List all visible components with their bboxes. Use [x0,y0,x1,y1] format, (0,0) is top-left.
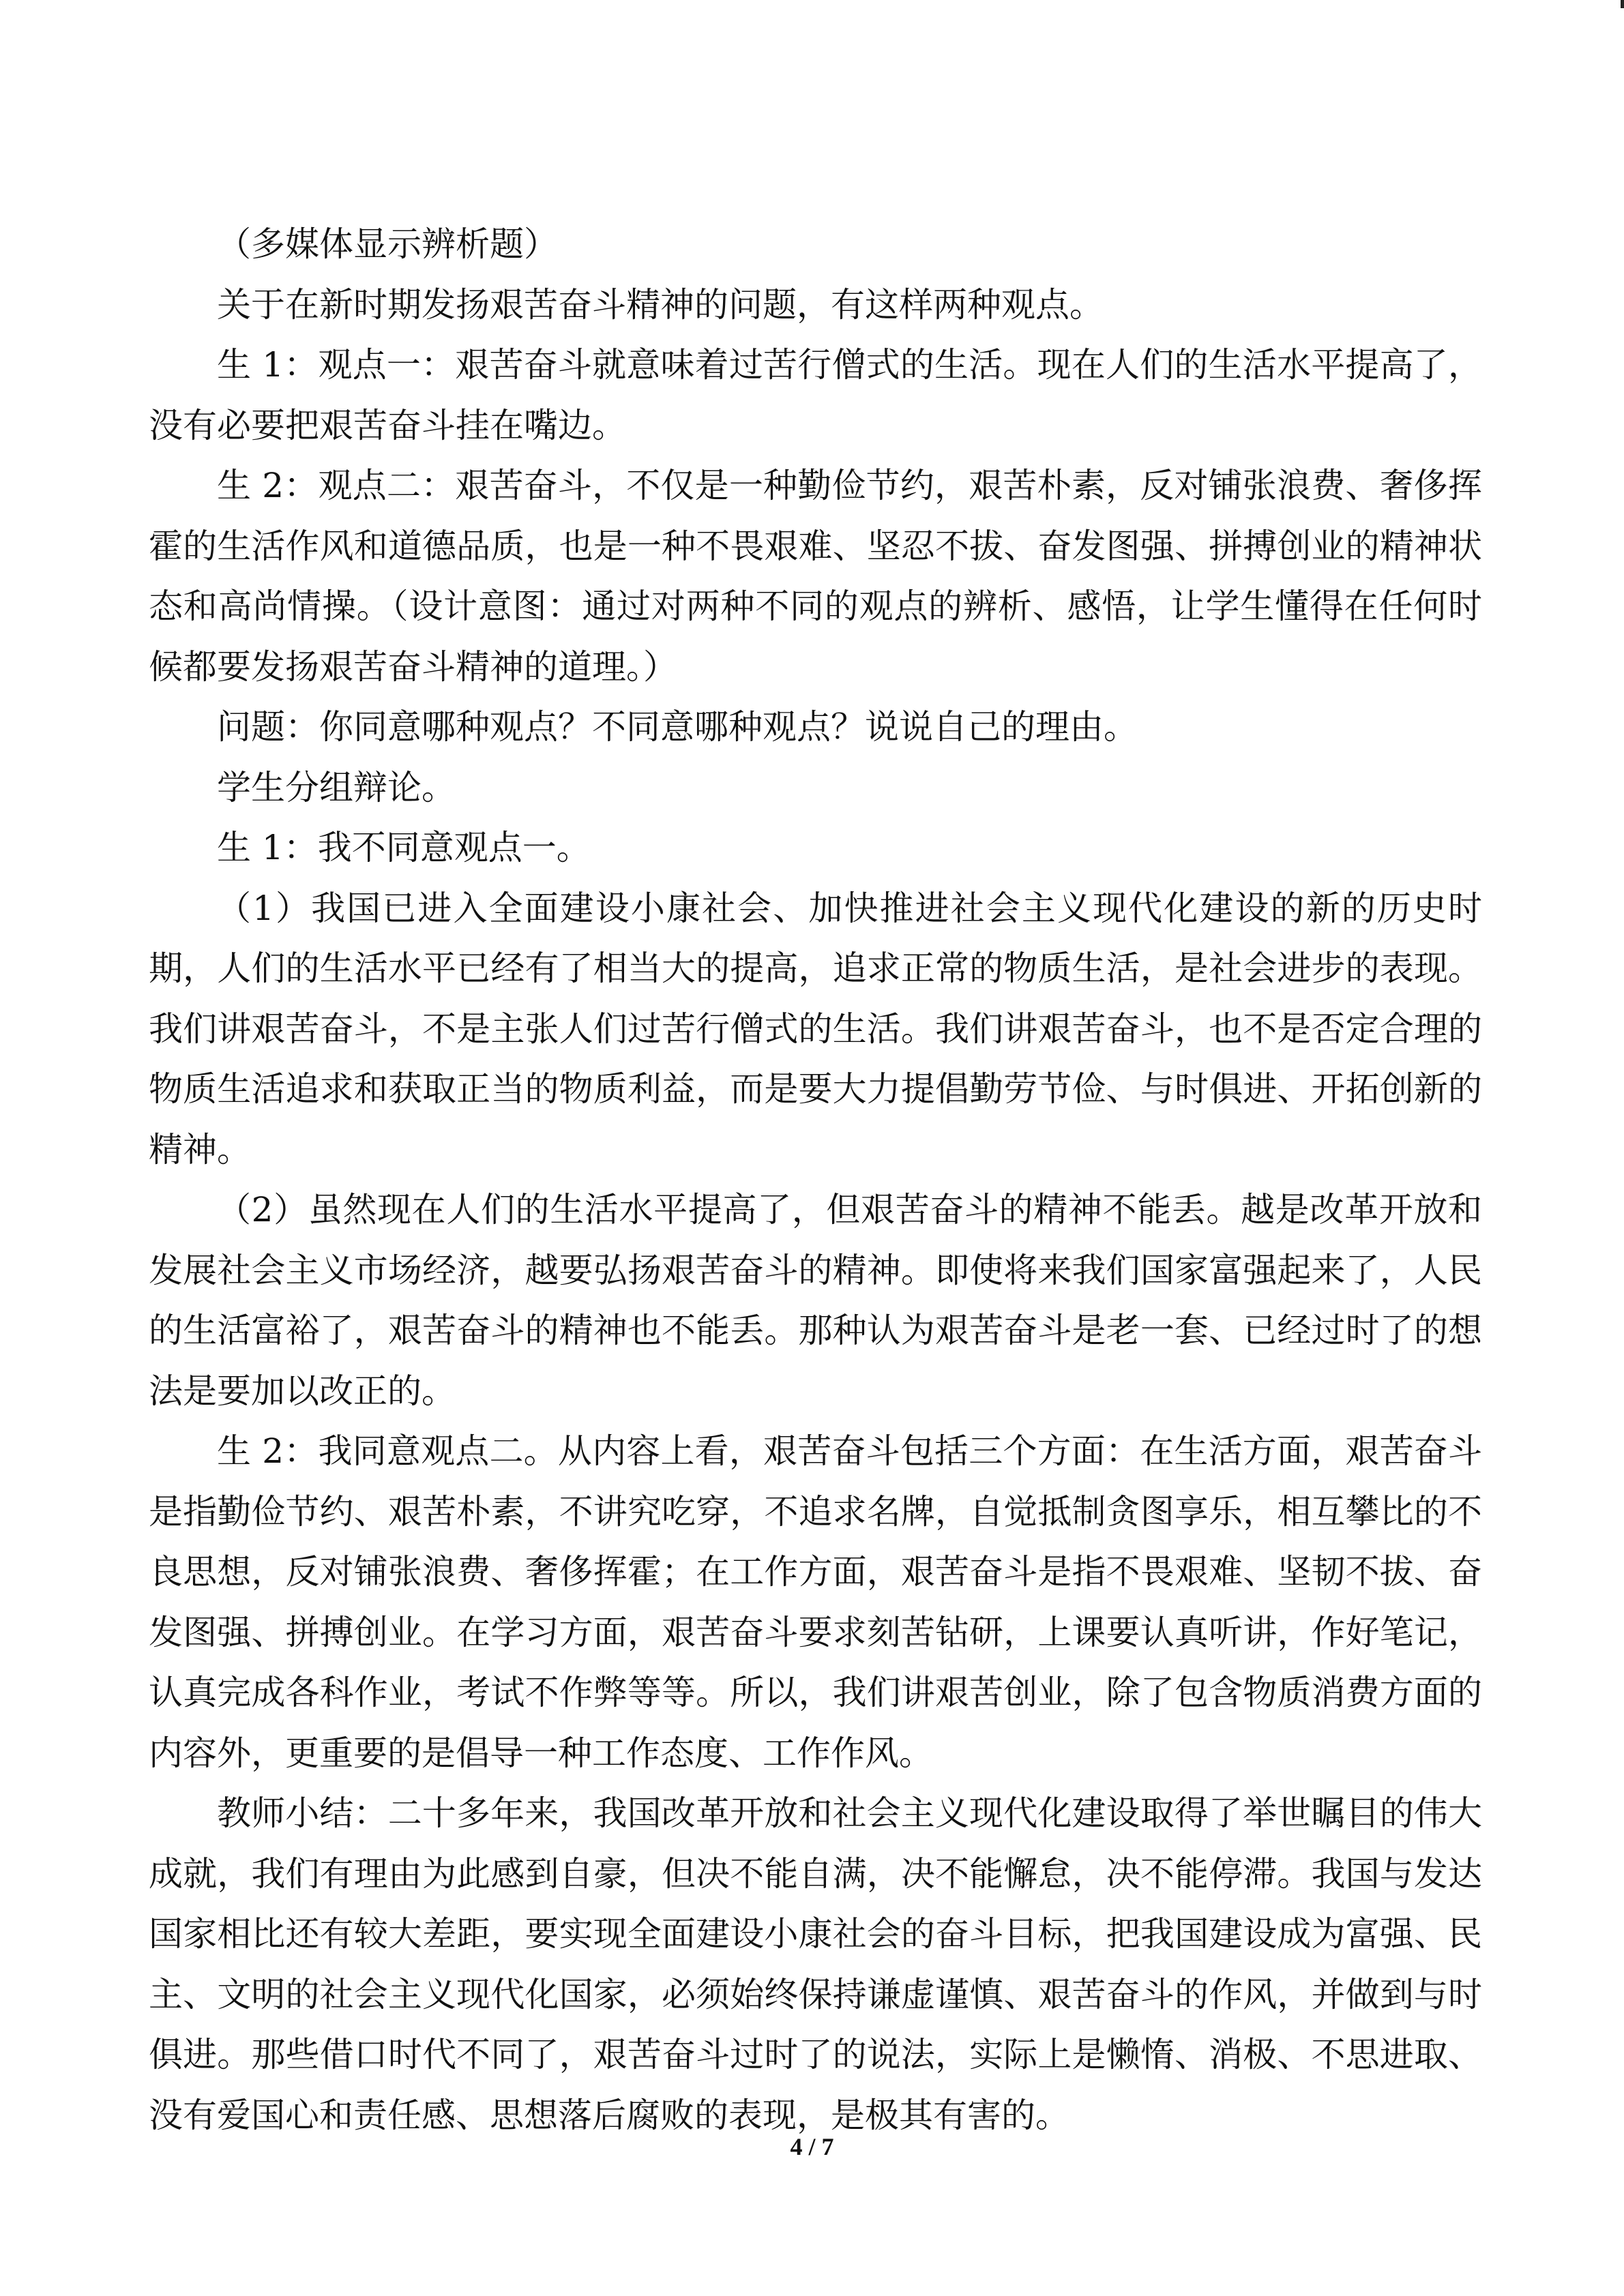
page-edge-mark [1621,0,1624,8]
paragraph-intro: 关于在新时期发扬艰苦奋斗精神的问题，有这样两种观点。 [217,284,1104,325]
paragraph-student-two: 生 2：我同意观点二。从内容上看，艰苦奋斗包括三个方面：在生活方面，艰苦奋斗是指勤俭节约、艰苦朴素，不讲究吃穿，不追求名牌，自觉抵制贪图享乐，相互攀比的不良思想，反对铺张浪费、奢侈挥霍；在工作方面，艰苦奋斗是指不畏艰难、坚韧不拔、奋发图强、拼搏创业。在学习方面，艰苦奋斗要求刻苦钻研，上课要认真听讲，作好笔记，认真完成各科作业，考试不作弊等等。所以，我们讲艰苦创业，除了包含物质消费方面的内容外，更重要的是倡导一种工作态度、工作作风。 [149,1431,1482,1773]
document-body [149,214,1482,2145]
paragraph-group-debate: 学生分组辩论。 [217,767,456,807]
paragraph-point-1: （1）我国已进入全面建设小康社会、加快推进社会主义现代化建设的新的历史时期，人们的生活水平已经有了相当大的提高，追求正常的物质生活，是社会进步的表现。我们讲艰苦奋斗，不是主张人们过苦行僧式的生活。我们讲艰苦奋斗，也不是否定合理的物质生活追求和获取正当的物质利益，而是要大力提倡勤劳节俭、与时俱进、开拓创新的精神。 [149,888,1482,1169]
paragraph-viewpoint-one: 生 1：观点一：艰苦奋斗就意味着过苦行僧式的生活。现在人们的生活水平提高了，没有必要把艰苦奋斗挂在嘴边。 [149,345,1482,445]
paragraph-question: 问题：你同意哪种观点？不同意哪种观点？说说自己的理由。 [217,707,1138,747]
paragraph-teacher-summary: 教师小结：二十多年来，我国改革开放和社会主义现代化建设取得了举世瞩目的伟大成就，我们有理由为此感到自豪，但决不能自满，决不能懈怠，决不能停滞。我国与发达国家相比还有较大差距，要实现全面建设小康社会的奋斗目标，把我国建设成为富强、民主、文明的社会主义现代化国家，必须始终保持谦虚谨慎、艰苦奋斗的作风，并做到与时俱进。那些借口时代不同了，艰苦奋斗过时了的说法，实际上是懒惰、消极、不思进取、没有爱国心和责任感、思想落后腐败的表现，是极其有害的。 [149,1793,1482,2135]
page-number: 4 / 7 [790,2133,834,2160]
paragraph-viewpoint-two: 生 2：观点二：艰苦奋斗，不仅是一种勤俭节约，艰苦朴素，反对铺张浪费、奢侈挥霍的生活作风和道德品质，也是一种不畏艰难、坚忍不拔、奋发图强、拼搏创业的精神状态和高尚情操。（设计意图：通过对两种不同的观点的辨析、感悟，让学生懂得在任何时候都要发扬艰苦奋斗精神的道理。） [149,466,1482,687]
paragraph-multimedia-note: （多媒体显示辨析题） [217,224,558,264]
paragraph-point-2: （2）虽然现在人们的生活水平提高了，但艰苦奋斗的精神不能丢。越是改革开放和发展社会主义市场经济，越要弘扬艰苦奋斗的精神。即使将来我们国家富强起来了，人民的生活富裕了，艰苦奋斗的精神也不能丢。那种认为艰苦奋斗是老一套、已经过时了的想法是要加以改正的。 [149,1190,1482,1411]
paragraph-student-one: 生 1：我不同意观点一。 [217,828,591,867]
